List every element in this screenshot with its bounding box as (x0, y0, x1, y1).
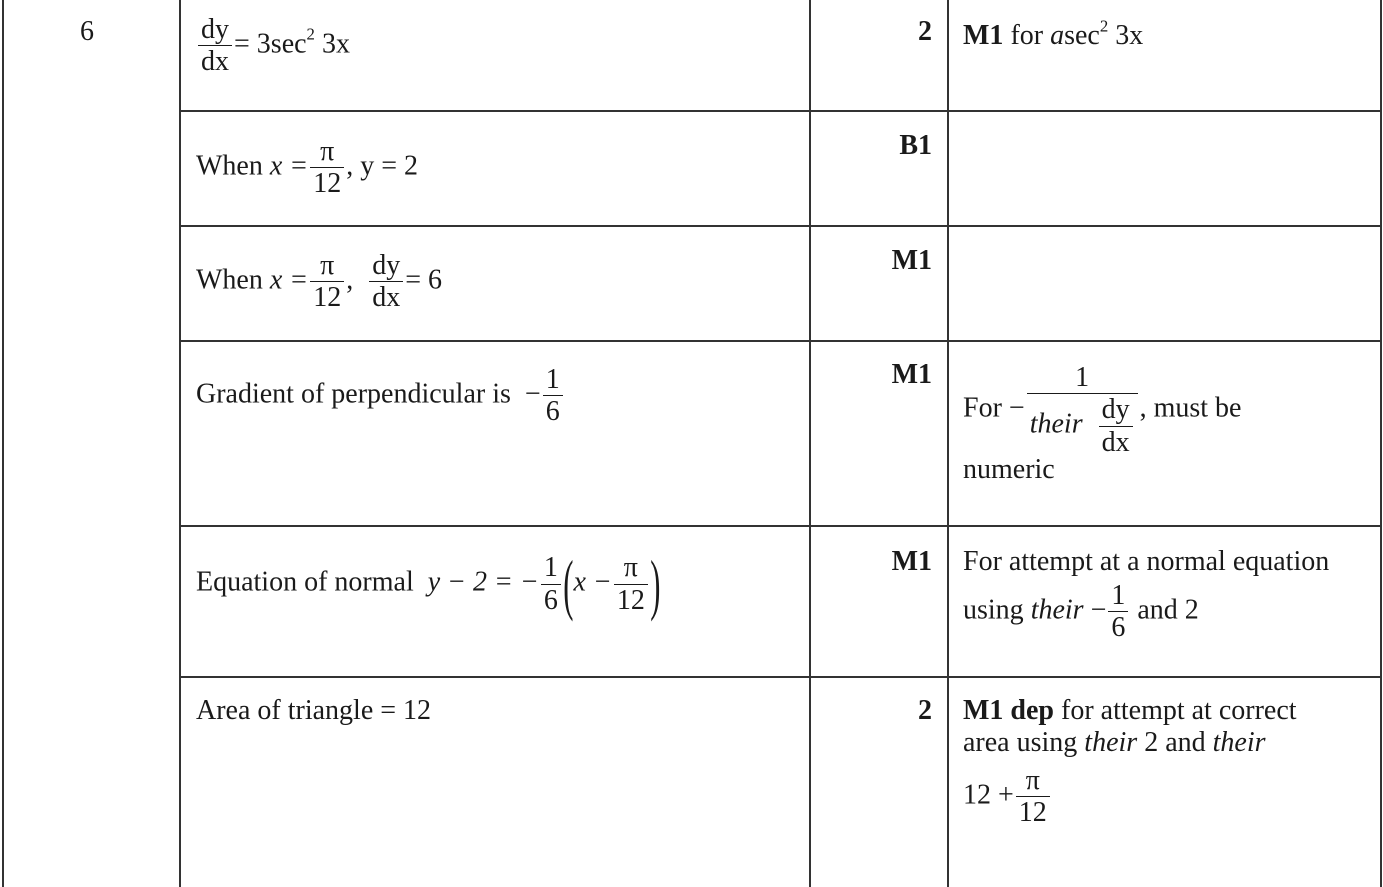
pi-over-12-fraction: $\frac{\pi}{12}$ (310, 136, 344, 200)
answer-row-4: Gradient of perpendicular is − $\frac{1}{6}$ (196, 364, 565, 428)
answer-row-1: $\frac{dy}{dx}$ = $3\sec^2$ 3x (196, 14, 350, 78)
column-divider-answer (179, 0, 181, 887)
guidance-row-1: M1 for asec$^2$ 3x (963, 16, 1144, 51)
derivative-fraction: $\frac{dy}{dx}$ (198, 14, 232, 78)
mark-row-5: M1 (891, 546, 932, 577)
row-divider (179, 340, 1382, 342)
right-paren: ) (650, 546, 661, 622)
answer-row-5: Equation of normal y − 2 = − $\frac{1}{6}$ (x − $\frac{\pi}{12}$ ) (196, 546, 661, 622)
answer-row-3: When x = $\frac{\pi}{12}$ , $\frac{dy}{dx}$ = 6 (196, 250, 442, 314)
guidance-row-4-line-2: numeric (963, 454, 1055, 486)
question-number: 6 (80, 16, 94, 47)
pi-over-12-fraction: $\frac{\pi}{12}$ (1016, 765, 1050, 829)
mark-row-4: M1 (891, 359, 932, 390)
table-border-right (1380, 0, 1382, 887)
guidance-row-4: For − 1 their $\frac{dy}{dx}$ , must be numeric (963, 362, 1242, 486)
mark-row-3: M1 (891, 245, 932, 276)
answer-row-6: Area of triangle = 12 (196, 695, 432, 726)
mark-row-2: B1 (899, 130, 932, 161)
row-divider (179, 225, 1382, 227)
one-sixth-fraction: $\frac{1}{6}$ (1108, 580, 1128, 644)
guidance-row-5: For attempt at a normal equation using their − $\frac{1}{6}$ and 2 (963, 546, 1330, 644)
row-divider (179, 676, 1382, 678)
derivative-fraction: $\frac{dy}{dx}$ (1099, 394, 1133, 458)
left-paren: ( (563, 546, 574, 622)
mark-row-6: 2 (918, 695, 932, 726)
one-sixth-fraction: $\frac{1}{6}$ (541, 552, 561, 616)
mark-row-1: 2 (918, 16, 932, 47)
table-border-left (2, 0, 4, 887)
answer-row-2: When x = $\frac{\pi}{12}$ , y = 2 (196, 136, 418, 200)
row-divider (179, 525, 1382, 527)
reciprocal-gradient-fraction: 1 their $\frac{dy}{dx}$ (1027, 362, 1138, 458)
column-divider-guidance (947, 0, 949, 887)
pi-over-12-fraction: $\frac{\pi}{12}$ (310, 250, 344, 314)
row-divider (179, 110, 1382, 112)
one-sixth-fraction: $\frac{1}{6}$ (543, 364, 563, 428)
derivative-fraction: $\frac{dy}{dx}$ (369, 250, 403, 314)
pi-over-12-fraction: $\frac{\pi}{12}$ (614, 552, 648, 616)
column-divider-marks (809, 0, 811, 887)
guidance-row-5-line-1: For attempt at a normal equation (963, 546, 1330, 577)
guidance-row-6: M1 dep for attempt at correct area using their 2 and their 12 + $\frac{\pi}{12}$ (963, 695, 1297, 829)
